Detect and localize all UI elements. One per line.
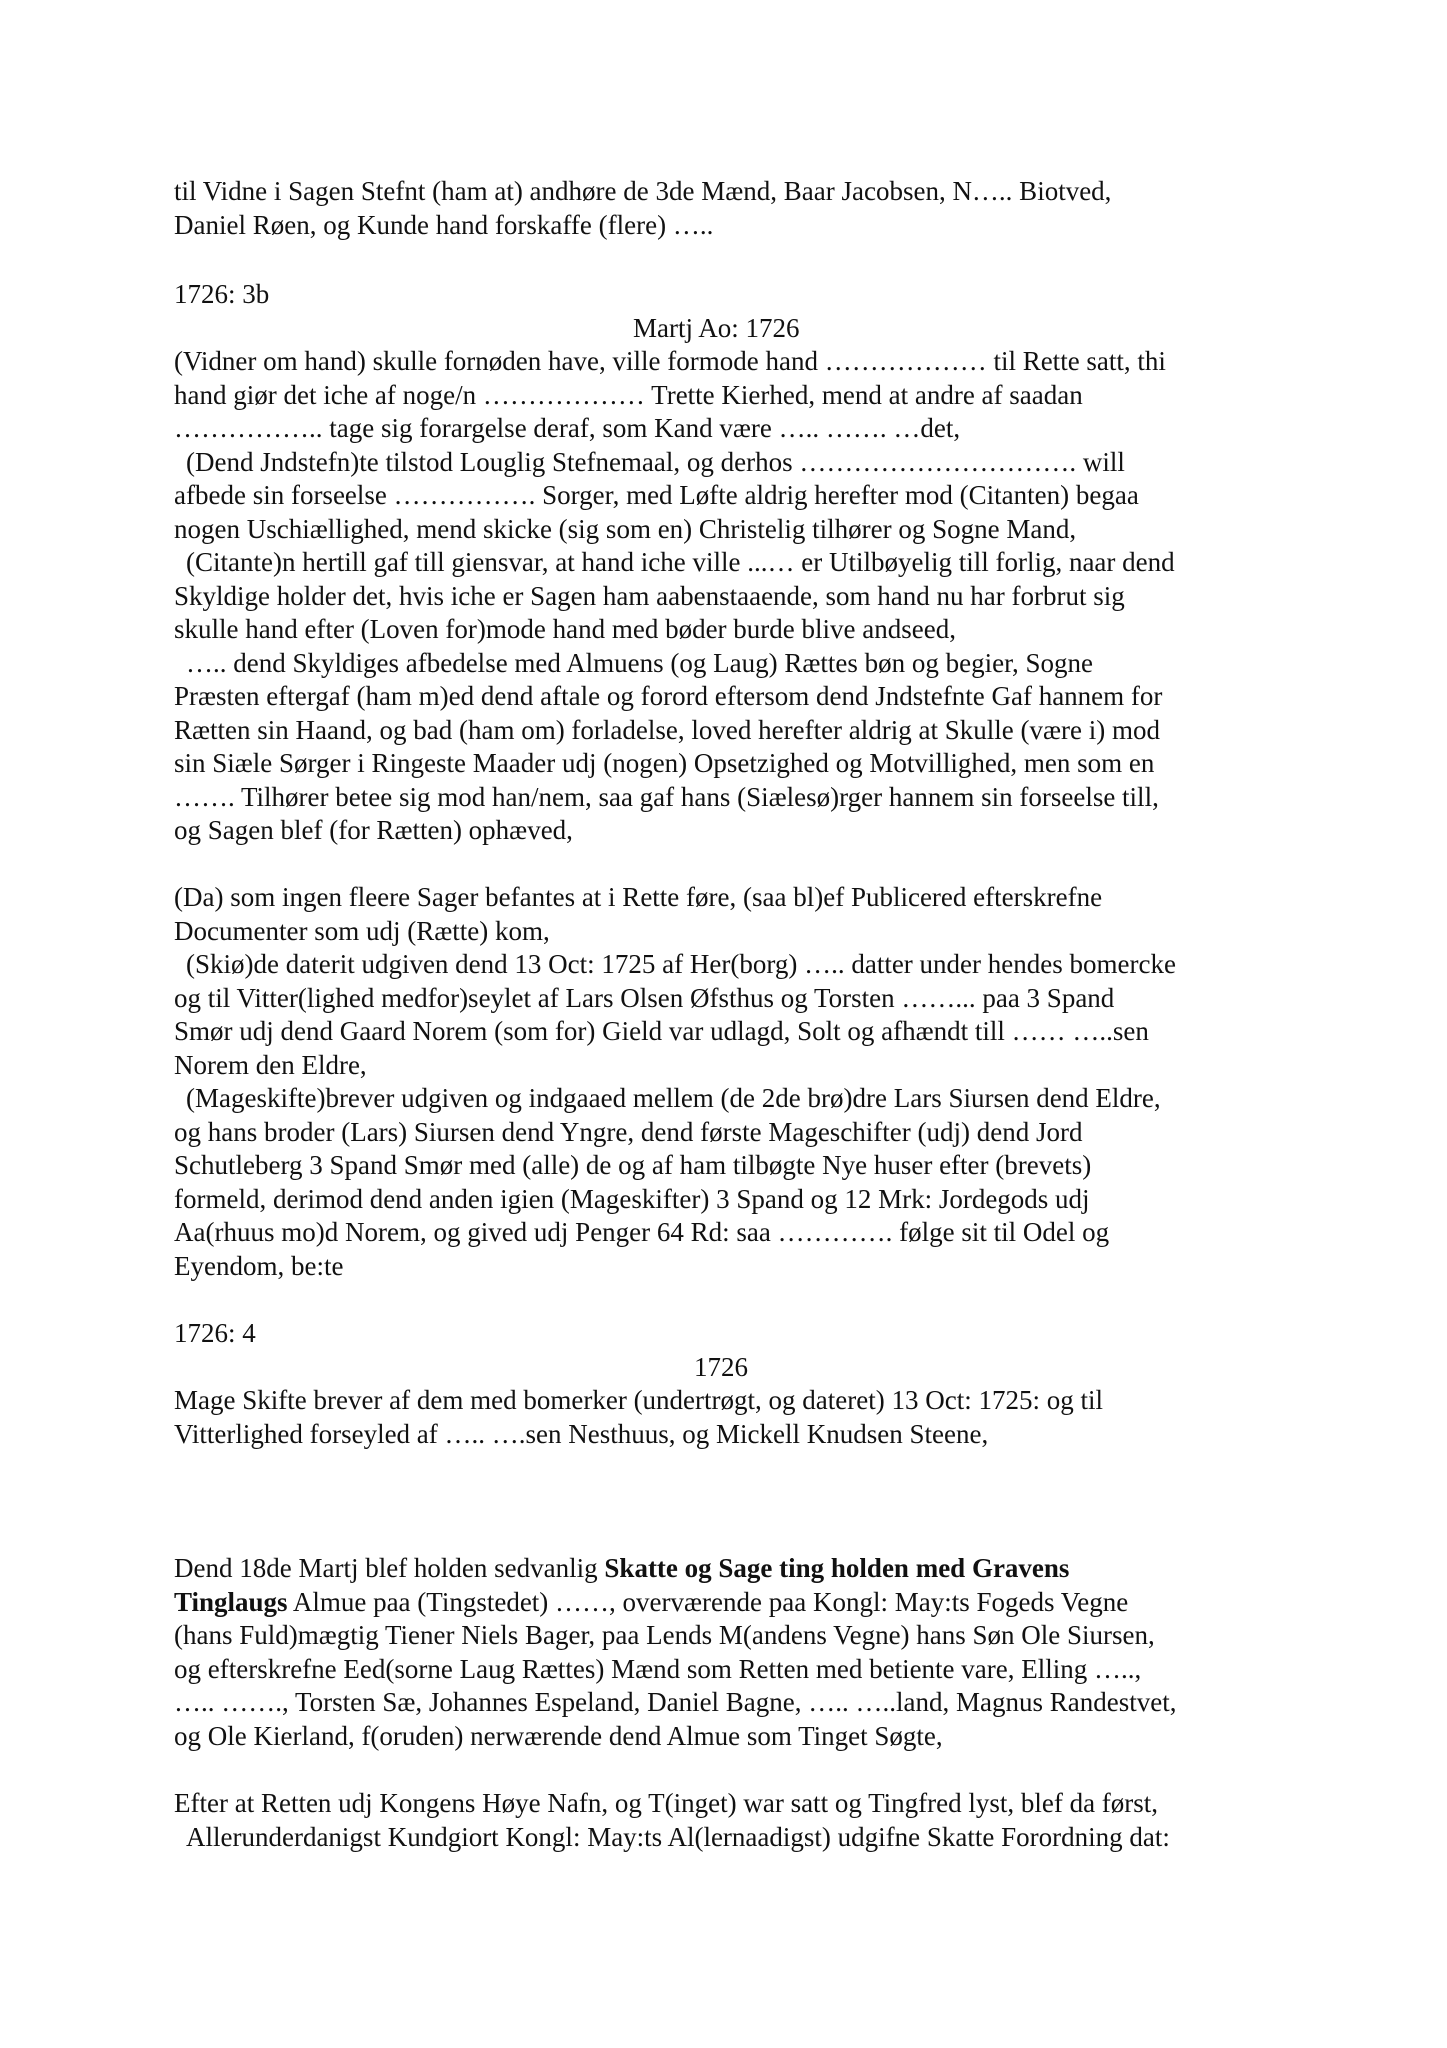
text-line: Eyendom, be:te (174, 1251, 344, 1281)
text-line: og Ole Kierland, f(oruden) nerwærende dend Almue som Tinget Søgte, (174, 1721, 943, 1751)
text-line: og hans broder (Lars) Siursen dend Yngre, dend første Mageschifter (udj) dend Jord (174, 1117, 1083, 1147)
text-line: (Dend Jndstefn)te tilstod Louglig Stefnemaal, og derhos …………………………. will (186, 447, 1125, 477)
text-line: (Skiø)de daterit udgiven dend 13 Oct: 1725 af Her(borg) ….. datter under hendes bomercke (186, 949, 1176, 979)
text-line: Skyldige holder det, hvis iche er Sagen ham aabenstaaende, som hand nu har forbrut sig (174, 581, 1125, 611)
text-line (174, 1586, 1128, 1619)
text-line: sin Siæle Sørger i Ringeste Maader udj (nogen) Opsetzighed og Motvillighed, men som en (174, 748, 1155, 778)
text-line: Præsten eftergaf (ham m)ed dend aftale og forord eftersom dend Jndstefnte Gaf hannem for (174, 681, 1163, 711)
text-line: (hans Fuld)mægtig Tiener Niels Bager, paa Lends M(andens Vegne) hans Søn Ole Siursen, (174, 1620, 1155, 1650)
text-line: nogen Uschiællighed, mend skicke (sig som en) Christelig tilhører og Sogne Mand, (174, 514, 1077, 544)
text-line: (Citante)n hertill gaf till giensvar, at hand iche ville ...… er Utilbøyelig till forlig, naar dend (186, 547, 1175, 577)
plain-text: Almue paa (Tingstedet) ……, overværende paa Kongl: May:ts Fogeds Vegne (287, 1587, 1129, 1617)
text-line: og Sagen blef (for Rætten) ophæved, (174, 815, 573, 845)
section-marker: 1726: 3b (174, 279, 270, 309)
text-line: afbede sin forseelse ……………. Sorger, med Løfte aldrig herefter mod (Citanten) begaa (174, 480, 1139, 510)
bold-text: Skatte og Sage ting holden med Gravens (604, 1553, 1070, 1583)
text-line: Vitterlighed forseyled af ….. ….sen Nesthuus, og Mickell Knudsen Steene, (174, 1419, 989, 1449)
text-line: Documenter som udj (Rætte) kom, (174, 916, 550, 946)
text-line: …………….. tage sig forargelse deraf, som Kand være ….. ……. …det, (174, 413, 961, 443)
text-line: Allerunderdanigst Kundgiort Kongl: May:ts Al(lernaadigst) udgifne Skatte Forordning dat: (186, 1822, 1170, 1852)
plain-text: Dend 18de Martj blef holden sedvanlig (174, 1553, 605, 1583)
text-line: ….. ……., Torsten Sæ, Johannes Espeland, Daniel Bagne, ….. …..land, Magnus Randestvet, (174, 1687, 1177, 1717)
text-line: (Vidner om hand) skulle fornøden have, ville formode hand ……………… til Rette satt, thi (174, 346, 1166, 376)
text-line: (Mageskifte)brever udgiven og indgaaed mellem (de 2de brø)dre Lars Siursen dend Eldre, (186, 1083, 1161, 1113)
text-line: ……. Tilhører betee sig mod han/nem, saa gaf hans (Siælesø)rger hannem sin forseelse till, (174, 782, 1159, 812)
date-heading: 1726 (694, 1352, 748, 1382)
text-line: og til Vitter(lighed medfor)seylet af Lars Olsen Øfsthus og Torsten ……... paa 3 Spand (174, 983, 1115, 1013)
text-line: formeld, derimod dend anden igien (Mageskifter) 3 Spand og 12 Mrk: Jordegods udj (174, 1184, 1090, 1214)
text-line: Smør udj dend Gaard Norem (som for) Gield var udlagd, Solt og afhændt till …… …..sen (174, 1016, 1149, 1046)
text-line: Norem den Eldre, (174, 1050, 367, 1080)
text-line: Rætten sin Haand, og bad (ham om) forladelse, loved herefter aldrig at Skulle (være i) mod (174, 715, 1160, 745)
text-line (174, 1552, 1069, 1585)
text-line: Aa(rhuus mo)d Norem, og gived udj Penger 64 Rd: saa …………. følge sit til Odel og (174, 1217, 1110, 1247)
date-heading: Martj Ao: 1726 (633, 313, 800, 343)
text-line: (Da) som ingen fleere Sager befantes at i Rette føre, (saa bl)ef Publicered efterskrefne (174, 882, 1103, 912)
text-line: Daniel Røen, og Kunde hand forskaffe (flere) ….. (174, 210, 714, 240)
text-line: til Vidne i Sagen Stefnt (ham at) andhøre de 3de Mænd, Baar Jacobsen, N….. Biotved, (174, 176, 1112, 206)
bold-text: Tinglaugs (174, 1587, 288, 1617)
text-line: og efterskrefne Eed(sorne Laug Rættes) Mænd som Retten med betiente vare, Elling ….., (174, 1654, 1142, 1684)
text-line: skulle hand efter (Loven for)mode hand med bøder burde blive andseed, (174, 614, 956, 644)
text-line: hand giør det iche af noge/n ……………… Trette Kierhed, mend at andre af saadan (174, 380, 1083, 410)
section-marker: 1726: 4 (174, 1318, 256, 1348)
text-line: Mage Skifte brever af dem med bomerker (undertrøgt, og dateret) 13 Oct: 1725: og til (174, 1385, 1103, 1415)
text-line: Efter at Retten udj Kongens Høye Nafn, og T(inget) war satt og Tingfred lyst, blef da først, (174, 1788, 1159, 1818)
text-line: Schutleberg 3 Spand Smør med (alle) de og af ham tilbøgte Nye huser efter (brevets) (174, 1150, 1092, 1180)
text-line: ….. dend Skyldiges afbedelse med Almuens (og Laug) Rættes bøn og begier, Sogne (186, 648, 1094, 678)
